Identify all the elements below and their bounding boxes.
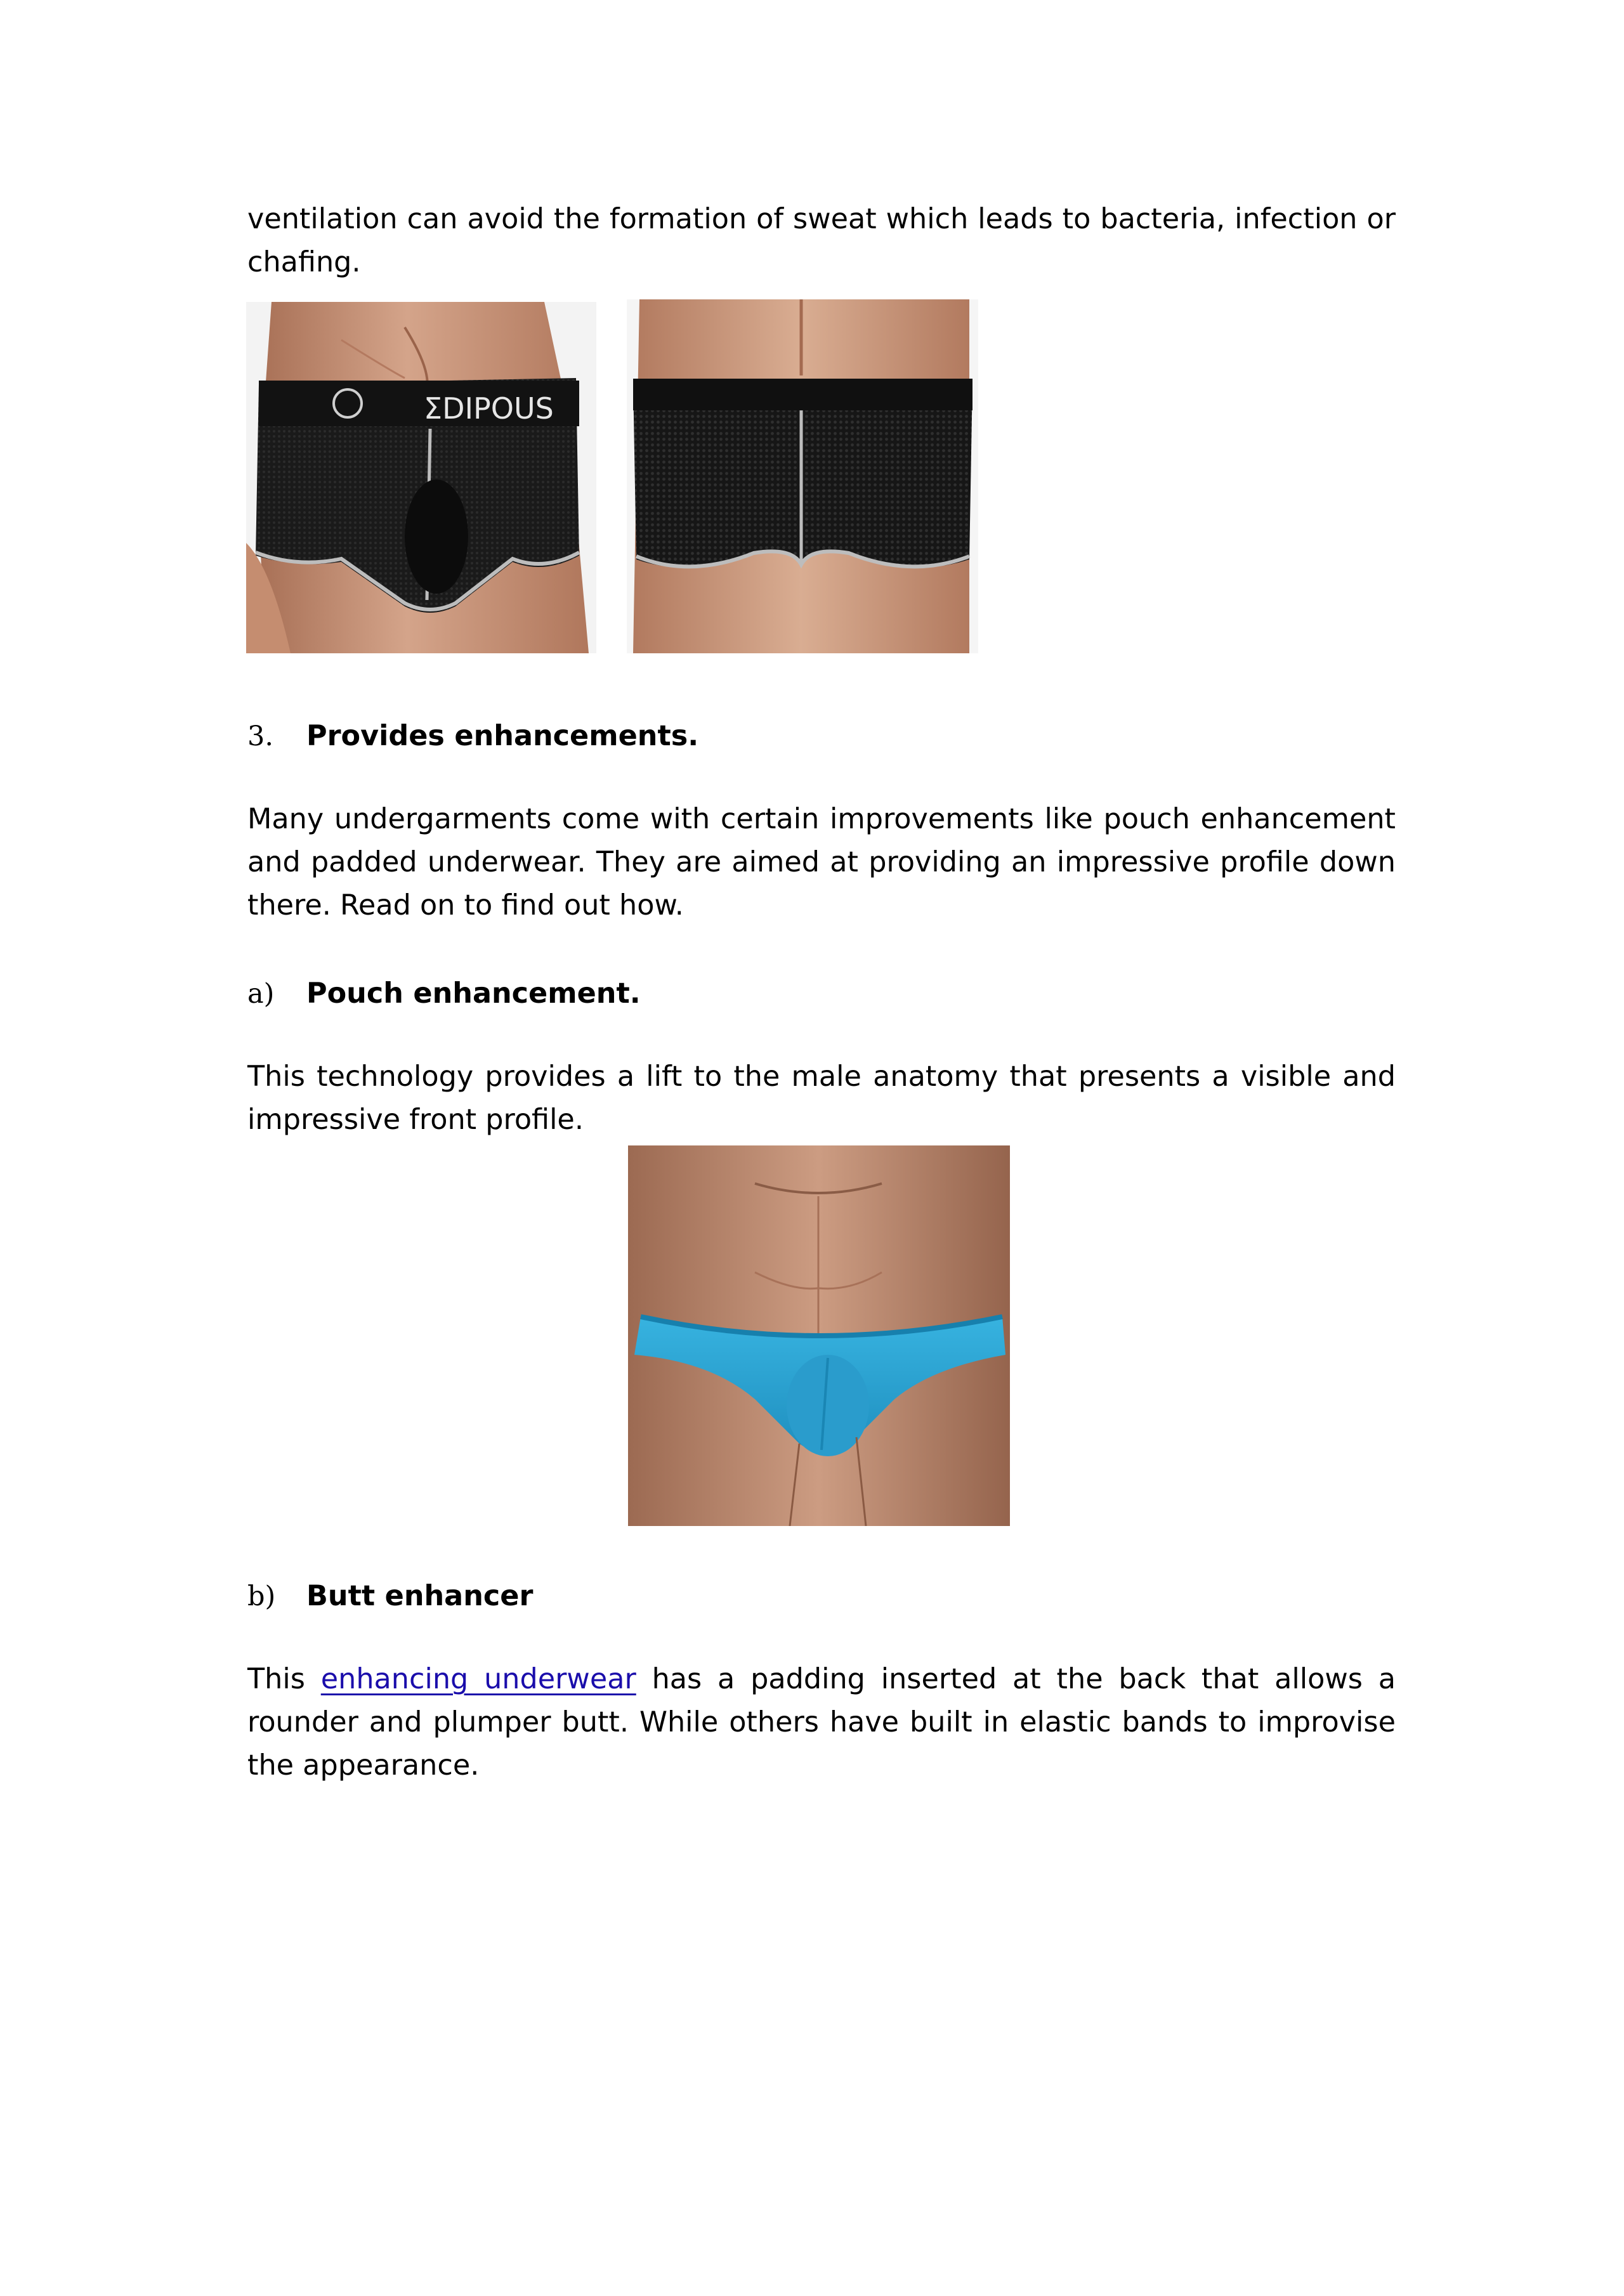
front-trunk-photo: [246, 302, 596, 653]
section-a-body: This technology provides a lift to the male anatomy that presents a visible and impressive front profile.: [247, 1060, 1396, 1136]
section-b-heading: [247, 1574, 1396, 1619]
blue-brief-photo: [628, 1145, 1010, 1526]
back-trunk-photo: [627, 299, 978, 653]
section-a-marker: a): [247, 978, 275, 1010]
section-b-body: [247, 1658, 1396, 1787]
section-b-body-end: has a padding inserted at the back that allows a rounder and plumper butt. While others have built in elastic bands to improvise the appearance.: [247, 1663, 1396, 1782]
section-3-body: Many undergarments come with certain improvements like pouch enhancement and padded underwear. They are aimed at providing an impressive profile down there. Read on to find out how.: [247, 803, 1396, 922]
section-3-heading: [247, 714, 1396, 759]
brand-logo-text: ΣDIPOUS: [424, 391, 554, 426]
blue-brief-image: [628, 1145, 1010, 1526]
back-trunk-image: [627, 299, 978, 653]
front-trunk-image: [246, 302, 596, 653]
enhancing-underwear-link[interactable]: enhancing underwear: [320, 1663, 636, 1695]
section-a-heading: [247, 972, 1396, 1016]
section-b-marker: b): [247, 1581, 276, 1612]
section-b-title: Butt enhancer: [306, 1580, 534, 1612]
section-3-title: Provides enhancements.: [306, 720, 699, 752]
section-a-title: Pouch enhancement.: [306, 977, 641, 1010]
section-3-marker: 3.: [247, 721, 274, 752]
section-b-body-start: This: [247, 1663, 321, 1695]
intro-paragraph: ventilation can avoid the formation of sweat which leads to bacteria, infection or chafing.: [247, 203, 1396, 278]
